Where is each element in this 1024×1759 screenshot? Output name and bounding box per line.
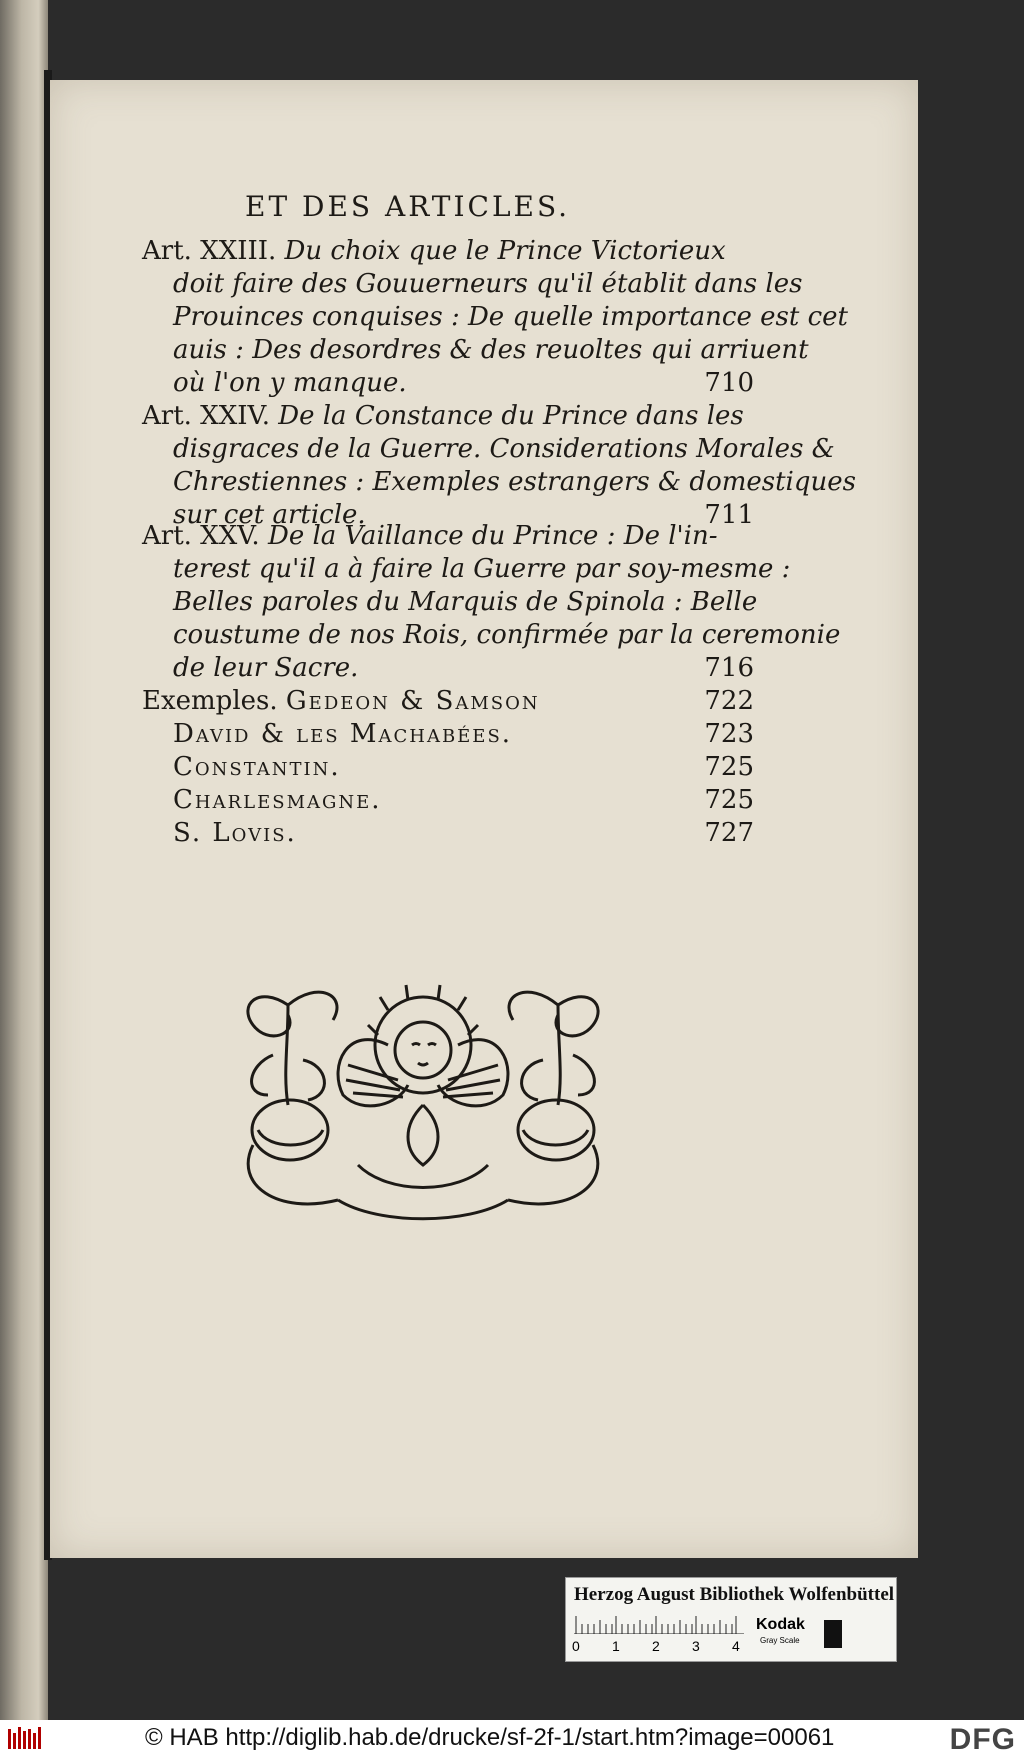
entry-text: sur cet article. [173,500,366,530]
entry-text: De la Vaillance du Prince : De l'in- [267,521,718,551]
page-number: 725 [704,785,754,815]
page-number: 727 [704,818,754,848]
entry-text: de leur Sacre. [173,653,359,683]
entry-label: Art. XXIII. [142,236,277,266]
examples-label: Exemples. [142,686,278,716]
entry-text: disgraces de la Guerre. Considerations Morales & [173,434,835,464]
kodak-label: Kodak [756,1616,805,1633]
example-name: Constantin. [173,752,341,782]
page-number: 723 [704,719,754,749]
entry-text: terest qu'il a à faire la Guerre par soy-mesme : [173,554,791,584]
page-number: 722 [704,686,754,716]
entry-text: auis : Des desordres & des reuoltes qui arriuent [173,335,809,365]
ruler-tick-label: 0 [572,1638,580,1654]
book-page [50,80,918,1558]
example-name: Charlesmagne. [173,785,382,815]
hab-logo-icon [6,1725,46,1753]
page-number: 711 [704,500,754,530]
ornament-cherub-icon [228,965,618,1235]
colorbar-title: Herzog August Bibliothek Wolfenbüttel [574,1584,895,1605]
entry-text: coustume de nos Rois, confirmée par la ceremonie [173,620,841,650]
entry-text: où l'on y manque. [173,368,407,398]
example-name: David & les Machabées. [173,719,513,749]
grayscale-label: Gray Scale [760,1636,800,1645]
toc-entry-art-25 [142,520,841,685]
viewer-footer [0,1720,1024,1759]
list-item [142,685,754,718]
entry-text: Du choix que le Prince Victorieux [284,236,726,266]
entry-text: De la Constance du Prince dans les [278,401,744,431]
example-name: S. Lovis. [173,818,297,848]
entry-text: doit faire des Gouuerneurs qu'il établit dans les [173,269,803,299]
toc-entry-art-23 [142,235,848,400]
color-calibration-bar [565,1577,897,1662]
list-item [142,817,754,850]
toc-entry-art-24 [142,400,856,532]
entry-text: Prouinces conquises : De quelle importance est cet [173,302,848,332]
entry-label: Art. XXV. [142,521,260,551]
entry-text: Belles paroles du Marquis de Spinola : Belle [173,587,758,617]
left-page-edge [0,0,48,1720]
ruler-tick-label: 3 [692,1638,700,1654]
running-head: ET DES ARTICLES. [245,190,571,223]
ruler-scale [574,1614,744,1634]
list-item [142,784,754,817]
ruler-tick-label: 2 [652,1638,660,1654]
page-number: 710 [704,368,754,398]
list-item [142,751,754,784]
entry-text: Chrestiennes : Exemples estrangers & domestiques [173,467,856,497]
dfg-logo: DFG [949,1723,1016,1756]
ruler-tick-label: 1 [612,1638,620,1654]
example-name: Gedeon & Samson [285,686,540,716]
examples-list [142,685,754,850]
list-item [142,718,754,751]
page-number: 716 [704,653,754,683]
page-number: 725 [704,752,754,782]
footer-url[interactable]: © HAB http://diglib.hab.de/drucke/sf-2f-1/start.htm?image=00061 [145,1724,835,1751]
entry-label: Art. XXIV. [142,401,270,431]
ruler-tick-label: 4 [732,1638,740,1654]
gray-patch [824,1620,842,1648]
